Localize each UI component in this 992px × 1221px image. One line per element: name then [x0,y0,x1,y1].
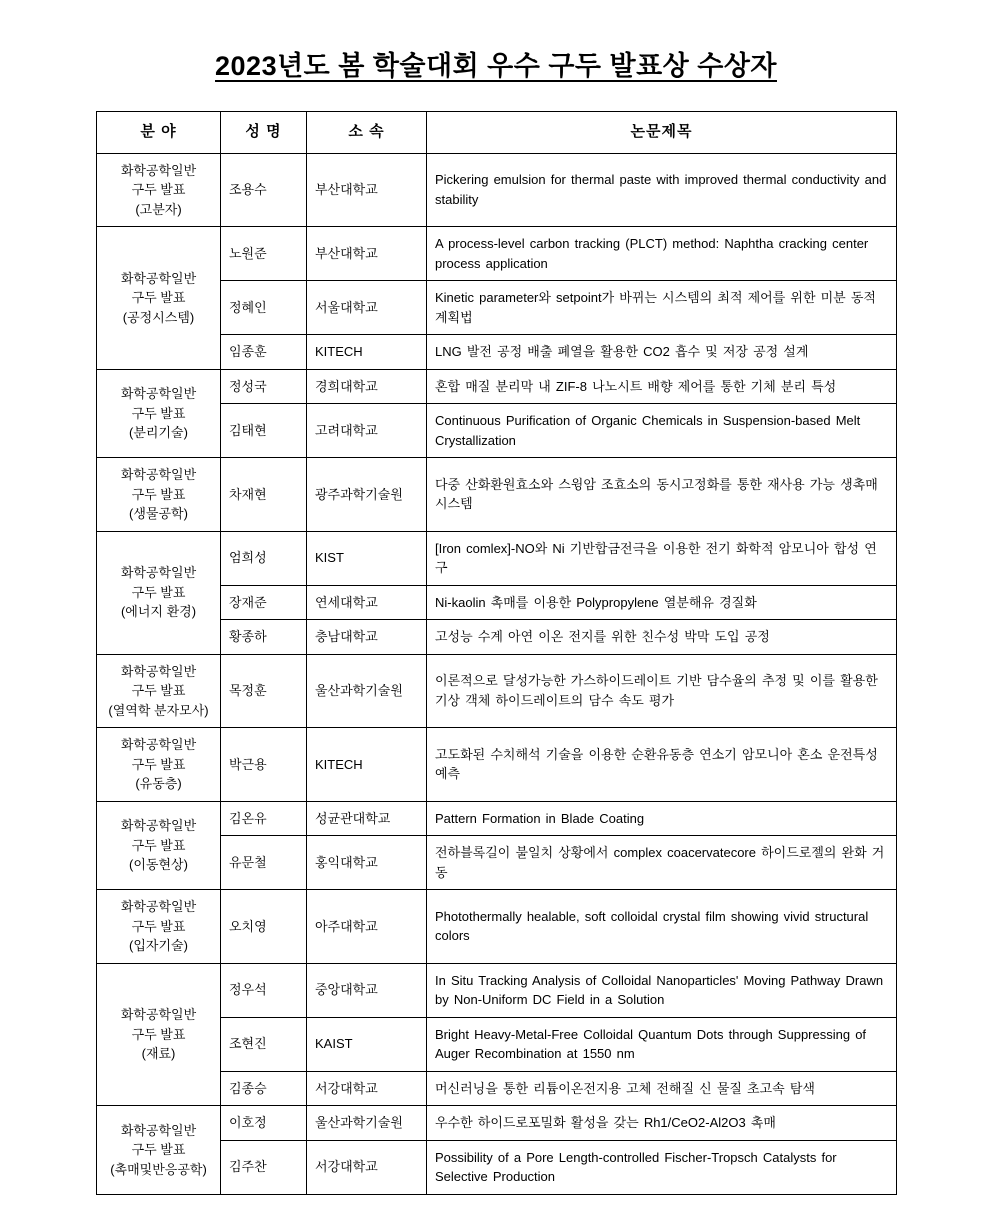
field-line: 화학공학일반 [120,737,197,752]
cell-paper-title: 고도화된 수치해석 기술을 이용한 순환유동층 연소기 암모니아 혼소 운전특성 예측 [427,728,897,802]
cell-paper-title: Continuous Purification of Organic Chemicals in Suspension-based Melt Crystallization [427,404,897,458]
cell-field [97,890,221,964]
cell-paper-title: 우수한 하이드로포밀화 활성을 갖는 Rh1/CeO2-Al2O3 촉매 [427,1106,897,1141]
cell-affiliation: 부산대학교 [307,153,427,227]
cell-field [97,227,221,370]
cell-affiliation: 중앙대학교 [307,963,427,1017]
field-line: 화학공학일반 [120,663,197,679]
cell-name: 조용수 [221,153,307,227]
field-line: 화학공학일반 [120,270,197,286]
table-row [97,801,897,836]
field-line: (재료) [141,1046,176,1061]
cell-affiliation: 아주대학교 [307,890,427,964]
cell-field [97,728,221,802]
cell-affiliation: 충남대학교 [307,620,427,655]
cell-name: 엄희성 [221,531,307,585]
table-row [97,531,897,585]
cell-affiliation: 홍익대학교 [307,836,427,890]
cell-name: 이호정 [221,1106,307,1141]
field-line: (공정시스템) [122,309,195,325]
table-row [97,728,897,802]
table-body [97,153,897,1194]
field-line: (열역학 분자모사) [108,702,209,718]
cell-field [97,153,221,227]
cell-paper-title: Pickering emulsion for thermal paste with improved thermal conductivity and stability [427,153,897,227]
table-row [97,458,897,532]
cell-affiliation: 연세대학교 [307,585,427,620]
cell-name: 정혜인 [221,281,307,335]
cell-field [97,458,221,532]
table-row [97,369,897,404]
award-table [96,111,897,1195]
cell-name: 임종훈 [221,335,307,370]
field-line: 구두 발표 [131,1026,186,1042]
field-line: 화학공학일반 [120,818,197,833]
cell-paper-title: Ni-kaolin 촉매를 이용한 Polypropylene 열분해유 경질화 [427,585,897,620]
field-line: 구두 발표 [131,584,186,600]
field-line: (유동층) [135,776,182,791]
cell-paper-title: [Iron comlex]-NO와 Ni 기반합금전극을 이용한 전기 화학적 암모니아 합성 연구 [427,531,897,585]
cell-name: 김종승 [221,1071,307,1106]
field-line: (분리기술) [129,425,188,440]
field-line: 화학공학일반 [120,565,197,581]
cell-paper-title: 전하블록길이 불일치 상황에서 complex coacervatecore 하이드로젤의 완화 거동 [427,836,897,890]
cell-name: 김태현 [221,404,307,458]
field-line: 구두 발표 [131,756,186,772]
cell-affiliation: KAIST [307,1017,427,1071]
cell-affiliation: 부산대학교 [307,227,427,281]
column-header-paper-title: 논문제목 [427,112,897,154]
column-header-field: 분 야 [97,112,221,154]
cell-paper-title: A process-level carbon tracking (PLCT) method: Naphtha cracking center process application [427,227,897,281]
cell-paper-title: Possibility of a Pore Length-controlled Fischer-Tropsch Catalysts for Selective Production [427,1140,897,1194]
field-line: (에너지 환경) [120,604,197,620]
cell-field [97,963,221,1106]
table-row [97,153,897,227]
cell-name: 정우석 [221,963,307,1017]
cell-name: 유문철 [221,836,307,890]
cell-field [97,1106,221,1195]
field-line: (입자기술) [129,938,188,953]
award-table-wrapper [96,111,896,1195]
table-row [97,654,897,728]
cell-name: 차재현 [221,458,307,532]
field-line: (이동현상) [129,857,188,872]
cell-affiliation: 광주과학기술원 [307,458,427,532]
cell-field [97,531,221,654]
cell-paper-title: 머신러닝을 통한 리튬이온전지용 고체 전해질 신 물질 초고속 탐색 [427,1071,897,1106]
cell-paper-title: In Situ Tracking Analysis of Colloidal Nanoparticles' Moving Pathway Drawn by Non-Uniform DC Field in a Solution [427,963,897,1017]
cell-field [97,369,221,458]
field-line: 구두 발표 [131,837,186,853]
cell-paper-title: 다중 산화환원효소와 스윙암 조효소의 동시고정화를 통한 재사용 가능 생촉매 시스템 [427,458,897,532]
cell-name: 목정훈 [221,654,307,728]
cell-paper-title: Photothermally healable, soft colloidal crystal film showing vivid structural colors [427,890,897,964]
cell-affiliation: 서울대학교 [307,281,427,335]
field-line: 구두 발표 [131,290,186,305]
cell-field [97,801,221,890]
field-line: (생물공학) [129,506,188,521]
column-header-affiliation: 소 속 [307,112,427,154]
cell-field [97,654,221,728]
cell-name: 조현진 [221,1017,307,1071]
table-header-row [97,112,897,154]
page-title: 2023년도 봄 학술대회 우수 구두 발표상 수상자 [215,51,777,81]
cell-name: 정성국 [221,369,307,404]
cell-affiliation: 성균관대학교 [307,801,427,836]
cell-affiliation: 울산과학기술원 [307,1106,427,1141]
cell-paper-title: 혼합 매질 분리막 내 ZIF-8 나노시트 배향 제어를 통한 기체 분리 특성 [427,369,897,404]
cell-affiliation: 서강대학교 [307,1140,427,1194]
document-page [0,44,992,1221]
field-line: 구두 발표 [131,918,186,934]
table-header [97,112,897,154]
cell-paper-title: LNG 발전 공정 배출 폐열을 활용한 CO2 흡수 및 저장 공정 설계 [427,335,897,370]
cell-name: 장재준 [221,585,307,620]
cell-affiliation: KITECH [307,335,427,370]
table-row [97,1106,897,1141]
field-line: (촉매및반응공학) [110,1161,207,1177]
field-line: 화학공학일반 [120,1122,197,1138]
cell-name: 오치영 [221,890,307,964]
field-line: (고분자) [135,201,182,217]
field-line: 구두 발표 [131,486,186,502]
cell-paper-title: 고성능 수계 아연 이온 전지를 위한 친수성 박막 도입 공정 [427,620,897,655]
cell-affiliation: 경희대학교 [307,369,427,404]
cell-name: 황종하 [221,620,307,655]
cell-affiliation: KIST [307,531,427,585]
cell-paper-title: Bright Heavy-Metal-Free Colloidal Quantum Dots through Suppressing of Auger Recombination at 1550 nm [427,1017,897,1071]
table-row [97,227,897,281]
cell-name: 노원준 [221,227,307,281]
field-line: 화학공학일반 [120,162,197,178]
field-line: 구두 발표 [131,683,186,698]
cell-name: 박근용 [221,728,307,802]
field-line: 구두 발표 [131,182,186,197]
field-line: 구두 발표 [131,405,186,421]
table-row [97,890,897,964]
field-line: 화학공학일반 [120,386,197,401]
field-line: 화학공학일반 [120,467,197,482]
field-line: 구두 발표 [131,1142,186,1157]
cell-name: 김주찬 [221,1140,307,1194]
column-header-name: 성 명 [221,112,307,154]
cell-paper-title: 이론적으로 달성가능한 가스하이드레이트 기반 담수율의 추정 및 이를 활용한 기상 객체 하이드레이트의 담수 속도 평가 [427,654,897,728]
cell-affiliation: 울산과학기술원 [307,654,427,728]
field-line: 화학공학일반 [120,1007,197,1022]
cell-name: 김온유 [221,801,307,836]
cell-paper-title: Kinetic parameter와 setpoint가 바뀌는 시스템의 최적 제어를 위한 미분 동적 계획법 [427,281,897,335]
cell-affiliation: KITECH [307,728,427,802]
cell-affiliation: 고려대학교 [307,404,427,458]
field-line: 화학공학일반 [120,899,197,914]
table-row [97,963,897,1017]
cell-affiliation: 서강대학교 [307,1071,427,1106]
cell-paper-title: Pattern Formation in Blade Coating [427,801,897,836]
